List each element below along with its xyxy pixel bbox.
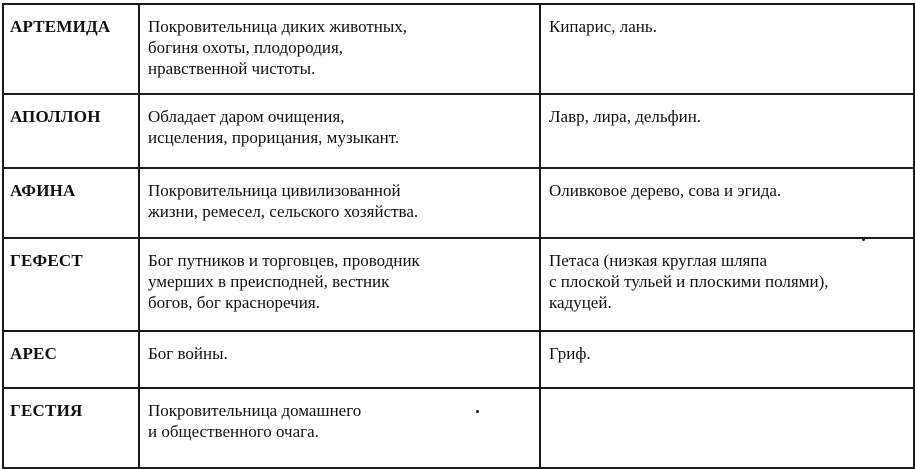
god-name: АРЕС: [3, 331, 139, 388]
god-description: Бог путников и торговцев, проводник умерших в преисподней, вестник богов, бог красноречия.: [139, 238, 540, 331]
god-description: Покровительница диких животных, богиня охоты, плодородия, нравственной чистоты.: [139, 4, 540, 94]
god-symbols: Кипарис, лань.: [540, 4, 914, 94]
god-name: АРТЕМИДА: [3, 4, 139, 94]
god-symbols: [540, 388, 914, 468]
god-description: Покровительница цивилизованной жизни, ремесел, сельского хозяйства.: [139, 168, 540, 238]
god-name: ГЕФЕСТ: [3, 238, 139, 331]
table-row: [3, 331, 914, 388]
god-symbols: Петаса (низкая круглая шляпа с плоской тульей и плоскими полями), кадуцей.: [540, 238, 914, 331]
god-name: АПОЛЛОН: [3, 94, 139, 168]
god-name: АФИНА: [3, 168, 139, 238]
scan-speck: [862, 238, 865, 241]
god-description: Обладает даром очищения, исцеления, прорицания, музыкант.: [139, 94, 540, 168]
scan-speck: [476, 410, 479, 413]
god-name: ГЕСТИЯ: [3, 388, 139, 468]
table-row: [3, 4, 914, 94]
god-symbols: Лавр, лира, дельфин.: [540, 94, 914, 168]
table-row: [3, 94, 914, 168]
gods-table: [2, 3, 915, 469]
god-symbols: Оливковое дерево, сова и эгида.: [540, 168, 914, 238]
god-symbols: Гриф.: [540, 331, 914, 388]
table-row: [3, 168, 914, 238]
table-row: [3, 238, 914, 331]
god-description: Бог войны.: [139, 331, 540, 388]
god-description: Покровительница домашнего и общественного очага.: [139, 388, 540, 468]
table-row: [3, 388, 914, 468]
